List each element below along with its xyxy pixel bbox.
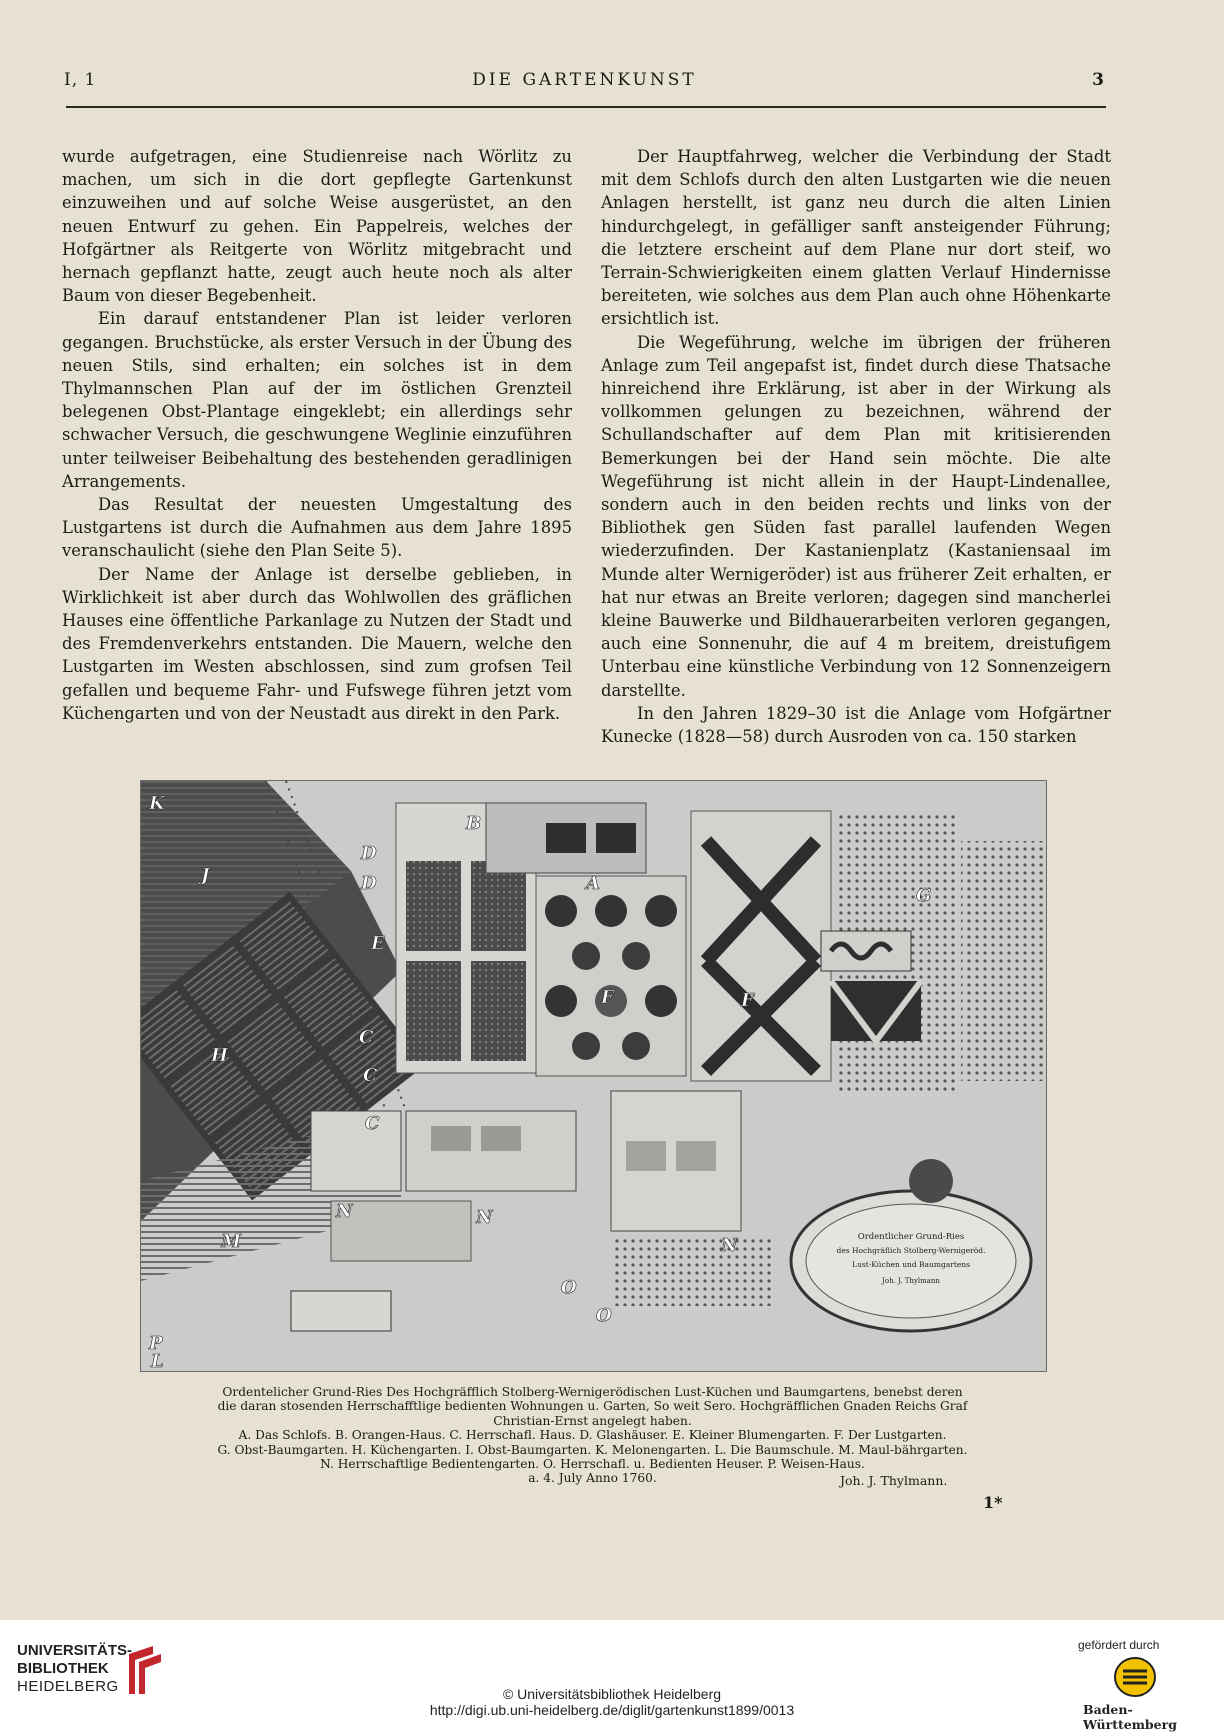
paragraph: Ein darauf entstandener Plan ist leider verloren gegangen. Bruchstücke, als erster Versuch in der Übung des neuen Stils, sind erhalten; ein solches ist in dem Thylmannschen Plan auf der im östlichen Grenzteil belegenen Obst-Plantage eingeklebt; ein allerdings sehr schwacher Versuch, die geschwungene Weglinie einzuführen unter teilweiser Beibehaltung des bestehenden geradlinigen Arrangements. bbox=[62, 309, 572, 491]
paragraph: Der Hauptfahrweg, welcher die Verbindung der Stadt mit dem Schlofs durch den alten Lustgarten wie die neuen Anlagen herstellt, ist ganz neu durch die alten Linien hindurchgelegt, in gefälliger sanft ansteigender Führung; die letztere erscheint auf dem Plane nur dort steif, wo Terrain-Schwierigkeiten einem glatten Verlauf Hindernisse bereiteten, wie solches aus dem Plan auch ohne Höhenkarte ersichtlich ist. bbox=[601, 147, 1111, 329]
caption-line: Christian-Ernst angelegt haben. bbox=[493, 1413, 692, 1428]
plan-signature: Joh. J. Thylmann. bbox=[840, 1473, 948, 1488]
plan-letter: P bbox=[149, 1333, 163, 1354]
plan-letter: C bbox=[359, 1027, 374, 1048]
plan-letter: C bbox=[365, 1113, 380, 1134]
orchard-east bbox=[691, 811, 1046, 1091]
plan-letter: K bbox=[149, 793, 165, 814]
caption-line: A. Das Schlofs. B. Orangen-Haus. C. Herrschafl. Haus. D. Glashäuser. E. Kleiner Blumengarten. F. Der Lustgarten. bbox=[238, 1428, 947, 1443]
plan-letter: A bbox=[586, 873, 600, 894]
plan-letter: F bbox=[601, 987, 614, 1008]
journal-title: DIE GARTENKUNST bbox=[472, 70, 697, 90]
caption-line: N. Herrschaftlige Bedientengarten. O. Herrschafl. u. Bedienten Heuser. P. Weisen-Haus. bbox=[320, 1457, 865, 1472]
plan-letter: L bbox=[151, 1351, 164, 1371]
plan-letter: F bbox=[741, 990, 754, 1011]
garden-plan-drawing bbox=[141, 781, 1046, 1371]
copyright-notice: © Universitätsbibliothek Heidelberg bbox=[502, 1686, 722, 1702]
plan-letter: B bbox=[466, 813, 482, 834]
paragraph: Der Name der Anlage ist derselbe geblieben, in Wirklichkeit ist aber durch das Wohlwollen des gräflichen Hauses eine öffentliche Parkanlage zu Nutzen der Stadt und des Fremdenverkehrs entstanden. Die Mauern, welche den Lustgarten im Westen abschlossen, sind zum grofsen Teil gefallen und bequeme Fahr- und Fufswege führen jetzt vom Küchengarten und von der Neustadt aus direkt in den Park. bbox=[62, 564, 572, 723]
cartouche-line: Lust-Küchen und Baumgartens bbox=[852, 1260, 970, 1269]
paragraph: In den Jahren 1829–30 ist die Anlage vom Hofgärtner Kunecke (1828—58) durch Ausroden von ca. 150 starken bbox=[601, 703, 1111, 747]
pleasure-garden bbox=[396, 803, 686, 1076]
page-number: 3 bbox=[1092, 70, 1107, 90]
permalink-url[interactable]: http://digi.ub.uni-heidelberg.de/diglit/gartenkunst1899/0013 bbox=[429, 1702, 795, 1718]
plan-letter: N bbox=[476, 1207, 493, 1228]
plan-letter: H bbox=[211, 1045, 229, 1066]
baden-wuerttemberg-seal-icon bbox=[1113, 1656, 1157, 1698]
plan-letter: O bbox=[561, 1277, 577, 1298]
header-rule bbox=[66, 106, 1106, 108]
plan-letter: N bbox=[721, 1235, 738, 1256]
caption-line: Ordentelicher Grund-Ries Des Hochgräfflich Stolberg-Wernigerödischen Lust-Küchen und Baumgartens, benebst deren bbox=[222, 1385, 963, 1399]
cartouche-line: Joh. J. Thylmann bbox=[882, 1277, 940, 1285]
paragraph: Die Wegeführung, welche im übrigen der früheren Anlage zum Teil angepafst ist, findet durch diese Thatsache hinreichend ihre Erklärung, ist aber in der Wirkung als vollkommen gelungen zu bezeichnen, während der Schullandschafter auf dem Plan mit kritisierenden Bemerkungen bei der Hand sein möchte. Die alte Wegeführung ist nicht allein in der Haupt-Lindenallee, sondern auch in den beiden rechts und links von der Bibliothek gen Süden fast parallel laufenden Wegen wiederzufinden. Der Kastanienplatz (Kastaniensaal im Munde alter Wernigeröder) ist aus früherer Zeit erhalten, er hat nur etwas an Breite verloren; dagegen sind mancherlei kleine Bauwerke und Bildhauerarbeiten verloren gegangen, auch eine Sonnenuhr, die auf 4 m breitem, dreistufigem Unterbau eine künstliche Verbindung von 12 Sonnenzeigern darstellte. bbox=[601, 332, 1111, 700]
plan-letter: E bbox=[371, 933, 385, 954]
funder-name: Baden-Württemberg bbox=[1083, 1702, 1177, 1732]
caption-line: G. Obst-Baumgarten. H. Küchengarten. I. Obst-Baumgarten. K. Melonengarten. L. Die Baumschule. M. Maul-bährgarten. bbox=[217, 1442, 968, 1457]
garden-plan-illustration bbox=[140, 780, 1047, 1372]
sheet-signature-mark: 1* bbox=[983, 1493, 1003, 1512]
plan-letter: D bbox=[361, 843, 377, 864]
plan-letter: D bbox=[361, 873, 377, 894]
library-name-line: HEIDELBERG bbox=[17, 1678, 119, 1695]
paragraph: Das Resultat der neuesten Umgestaltung des Lustgartens ist durch die Aufnahmen aus dem Jahre 1895 veranschaulicht (siehe den Plan Seite 5). bbox=[62, 495, 572, 561]
plan-letter: N bbox=[336, 1201, 353, 1222]
digitization-footer bbox=[0, 1620, 1224, 1732]
plan-caption bbox=[140, 1385, 1045, 1486]
cartouche-line: des Hochgräflich Stolberg-Wernigeröd. bbox=[836, 1246, 986, 1255]
plan-letter: C bbox=[363, 1065, 378, 1086]
library-name-line: BIBLIOTHEK bbox=[17, 1660, 109, 1677]
plan-letter: O bbox=[596, 1305, 612, 1326]
volume-number: I, 1 bbox=[64, 70, 97, 90]
funding-label: gefördert durch bbox=[1078, 1638, 1160, 1652]
left-column bbox=[62, 145, 572, 725]
paragraph: wurde aufgetragen, eine Studienreise nach Wörlitz zu machen, um sich in die dort gepflegte Gartenkunst einzuweihen und auf solche Weise ausgerüstet, an den neuen Entwurf zu gehen. Ein Pappelreis, welches der Hofgärtner als Reitgerte von Wörlitz mitgebracht und hernach gepflanzt hatte, zeugt auch heute noch als alter Baum von dieser Begebenheit. bbox=[62, 147, 572, 306]
plan-letter: J bbox=[201, 865, 210, 886]
cartouche-line: Ordentlicher Grund-Ries bbox=[857, 1232, 965, 1242]
library-name-line: UNIVERSITÄTS- bbox=[17, 1642, 133, 1659]
plan-letter: M bbox=[221, 1231, 241, 1252]
plan-letter: G bbox=[916, 885, 932, 906]
right-column bbox=[601, 145, 1111, 748]
caption-line: a. 4. July Anno 1760. bbox=[528, 1471, 657, 1486]
caption-line: die daran stosenden Herrschafftlige bedienten Wohnungen u. Garten, So weit Sero. Hochgräfflichen Gnaden Reichs Graf bbox=[217, 1399, 968, 1414]
